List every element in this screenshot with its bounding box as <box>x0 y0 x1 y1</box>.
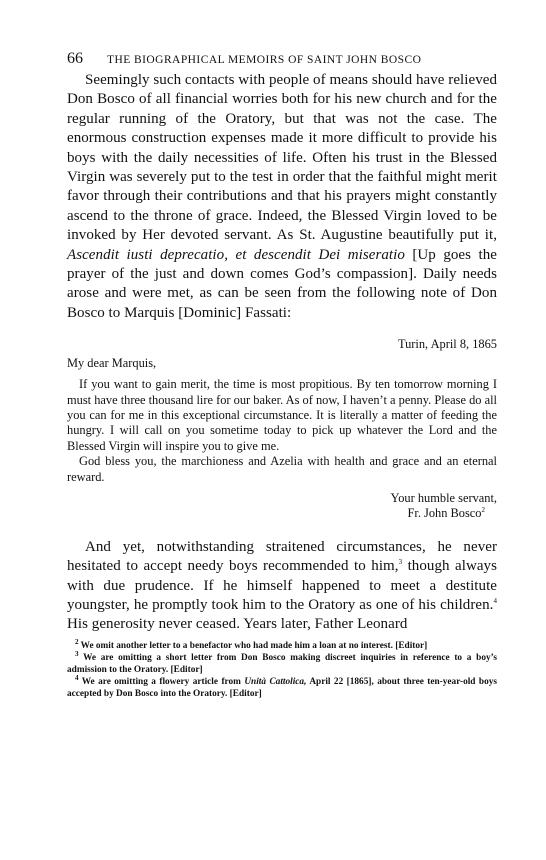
footnote-text: We omit another letter to a benefactor who had made him a loan at no interest. [Editor] <box>80 640 428 651</box>
footnote-reference: 2 <box>481 506 485 515</box>
letter-date: Turin, April 8, 1865 <box>397 337 497 352</box>
paragraph-text: [Up goes the prayer of the just and down comes God’s compassion]. Daily needs arose and were met, as can be seen from the following note of Don Bosco to Marquis [Dominic] Fassati: <box>67 246 497 321</box>
signature-text: Fr. John Bosco <box>407 506 482 521</box>
footnote-text: April 22 [1865], about three ten-year-old boys accepted by Don Bosco into the Oratory. [Editor] <box>67 676 497 699</box>
letter-paragraph: God bless you, the marchioness and Azelia with health and grace and an eternal reward. <box>67 454 497 484</box>
letter-salutation: My dear Marquis, <box>67 355 157 370</box>
footnote-text: We are omitting a short letter from Don Bosco making discreet inquiries in reference to a boy’s admission to the Oratory. [Editor] <box>67 652 498 675</box>
paragraph-text: Seemingly such contacts with people of means should have relieved Don Bosco of all financial worries both for his new church and for the regular running of the Oratory, but that was not the case. The enormous construction expenses made it more difficult to provide his boys with the daily necessities of life. Often his trust in the Blessed Virgin was severely put to the test in order that the faithful might merit favor through their contributions and that his prayers might constantly ascend to the throne of grace. Indeed, the Blessed Virgin loved to be invoked by Her devoted servant. As St. Augustine beautifully put it, <box>67 72 497 244</box>
footnote-marker: 4 <box>75 673 79 682</box>
quoted-letter <box>67 337 497 521</box>
letter-paragraph: If you want to gain merit, the time is most propitious. By ten tomorrow morning I must have three thousand lire for our baker. As of now, I haven’t a penny. Please do all you can for me in this exceptional circumstance. It is literally a matter of feeding the hungry. I will call on you sometime today to pick up whatever the Lord and the Blessed Virgin will inspire you to give me. <box>67 377 497 453</box>
footnote-marker: 3 <box>75 649 79 658</box>
running-header <box>67 50 497 68</box>
book-page <box>67 50 497 700</box>
opening-paragraph <box>67 71 497 323</box>
closing-paragraph <box>67 538 497 635</box>
footnote <box>67 637 497 652</box>
running-title: THE BIOGRAPHICAL MEMOIRS OF SAINT JOHN BOSCO <box>107 54 422 66</box>
footnote <box>67 649 498 676</box>
latin-quote: Ascendit iusti deprecatio, et descendit Dei miseratio <box>67 246 405 263</box>
footnote-reference: 4 <box>493 596 497 605</box>
page-number: 66 <box>67 50 83 67</box>
letter-signoff <box>67 491 497 522</box>
footnote-reference: 3 <box>398 558 403 567</box>
newspaper-title: Unità Cattolica, <box>244 676 307 687</box>
paragraph-text: His generosity never ceased. Years later, Father Leonard <box>67 616 408 633</box>
footnote-text: We are omitting a flowery article from <box>81 676 241 687</box>
letter-signature <box>67 506 497 521</box>
paragraph-text: And yet, notwithstanding straitened circumstances, he never hesitated to accept needy boys recommended to him, <box>67 538 497 575</box>
body-text <box>67 71 497 635</box>
footnote <box>67 673 497 700</box>
paragraph-text: though always with due prudence. If he himself happened to meet a destitute youngster, he promptly took him to the Oratory as one of his children. <box>67 558 497 613</box>
footnote-marker: 2 <box>75 637 79 646</box>
footnotes <box>67 637 498 700</box>
letter-closing: Your humble servant, <box>390 490 497 505</box>
